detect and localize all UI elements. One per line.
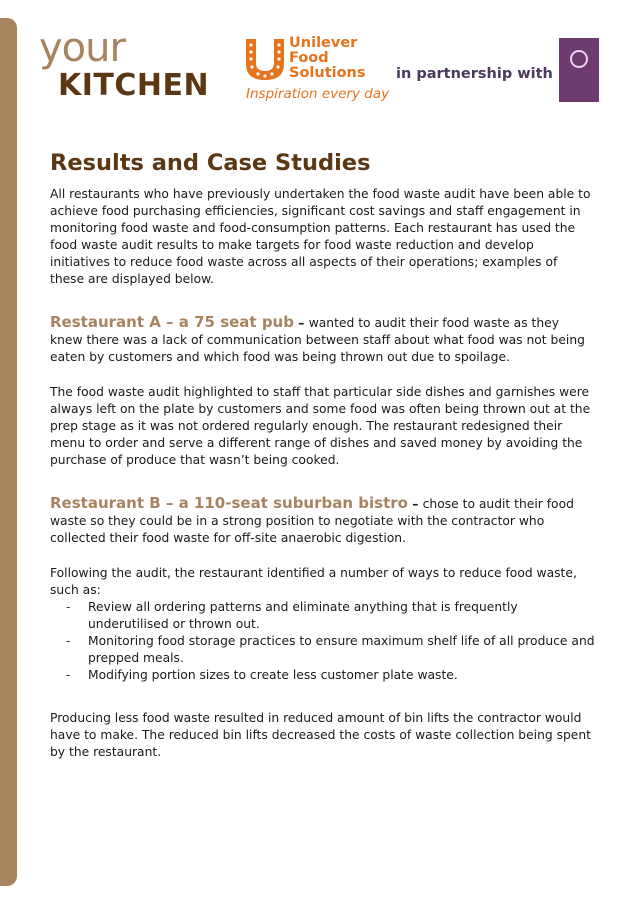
case-b-heading: Restaurant B – a 110-seat suburban bistro bbox=[50, 494, 408, 512]
page-title: Results and Case Studies bbox=[50, 150, 371, 176]
partner-logo-icon bbox=[559, 38, 599, 102]
list-item: - Review all ordering patterns and eliminate anything that is frequently underutilised or thrown out. bbox=[66, 600, 518, 631]
decorative-side-bar bbox=[0, 18, 17, 886]
reduction-measures-list bbox=[50, 599, 595, 684]
ufs-tagline: Inspiration every day bbox=[246, 86, 390, 102]
list-item: - Monitoring food storage practices to ensure maximum shelf life of all produce and prepped meals. bbox=[66, 634, 595, 665]
case-b-lead: chose to audit their food waste so they could be in a strong position to negotiate with the contractor who collected their food waste for off-site anaerobic digestion. bbox=[50, 497, 574, 545]
unilever-food-solutions-name: Unilever Food Solutions bbox=[289, 35, 366, 81]
case-b-dash: – bbox=[407, 497, 423, 511]
intro-paragraph: All restaurants who have previously undertaken the food waste audit have been able to achieve food purchasing efficiencies, significant cost savings and staff engagement in monitoring food waste and food-consumption patterns. Each restaurant has used the food waste audit results to make targets for food waste reduction and develop initiatives to reduce food waste across all aspects of their operations; examples of these are displayed below. bbox=[50, 187, 591, 286]
list-item: - Modifying portion sizes to create less customer plate waste. bbox=[66, 668, 458, 682]
case-a-dash: – bbox=[293, 316, 309, 330]
your-kitchen-logo-bottom: KITCHEN bbox=[58, 68, 210, 103]
case-a-lead-paragraph bbox=[50, 314, 595, 366]
case-b-lead-paragraph bbox=[50, 495, 595, 547]
case-a-heading: Restaurant A – a 75 seat pub bbox=[50, 313, 294, 331]
document-body bbox=[50, 150, 595, 761]
partnership-label: in partnership with bbox=[396, 66, 553, 82]
case-a-lead: wanted to audit their food waste as they knew there was a lack of communication between staff about what food was not being eaten by customers and which food was being thrown out due to spoilage. bbox=[50, 316, 585, 364]
case-a-body-paragraph: The food waste audit highlighted to staff that particular side dishes and garnishes were always left on the plate by customers and some food was often being thrown out at the prep stage as it was not ordered regularly enough. The restaurant redesigned their menu to order and serve a different range of dishes and saved money by avoiding the purchase of produce that wasn’t being cooked. bbox=[50, 385, 591, 467]
conclusion-paragraph: Producing less food waste resulted in reduced amount of bin lifts the contractor would have to make. The reduced bin lifts decreased the costs of waste collection being spent by the restaurant. bbox=[50, 711, 591, 759]
unilever-logo-icon bbox=[244, 37, 286, 81]
your-kitchen-logo-top: your bbox=[39, 25, 125, 71]
case-b-list-intro: Following the audit, the restaurant identified a number of ways to reduce food waste, such as: bbox=[50, 566, 577, 597]
